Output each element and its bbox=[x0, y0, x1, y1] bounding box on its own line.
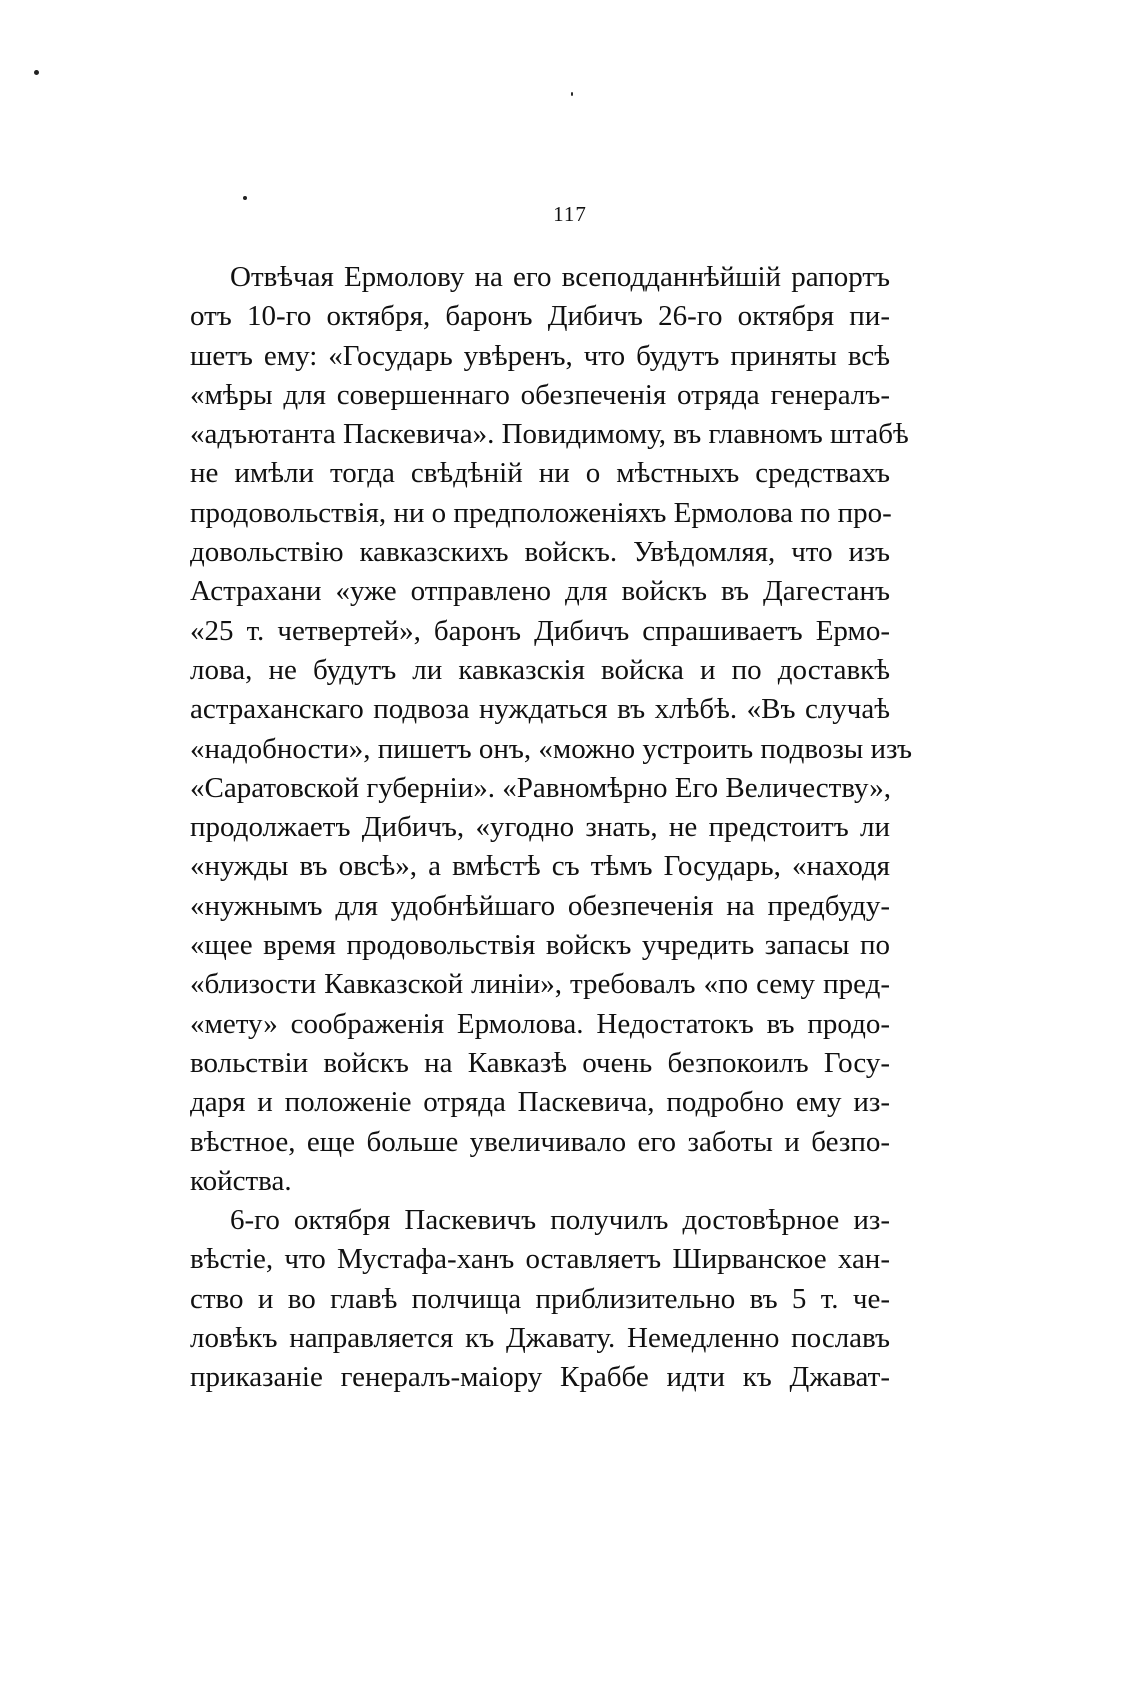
text-line: довольствію кавказскихъ войскъ. Увѣдомляя, что изъ bbox=[190, 536, 890, 569]
text-line: продовольствія, ни о предположеніяхъ Ермолова по про- bbox=[190, 496, 892, 529]
text-line: лова, не будутъ ли кавказскія войска и по доставкѣ bbox=[190, 653, 890, 686]
text-line: даря и положеніе отряда Паскевича, подробно ему из- bbox=[190, 1086, 890, 1119]
text-line: «адъютанта Паскевича». Повидимому, въ главномъ штабѣ bbox=[190, 418, 909, 451]
text-line: ловѣкъ направляется къ Джавату. Немедленно пославъ bbox=[190, 1322, 890, 1355]
page-number: 117 bbox=[553, 202, 587, 226]
text-line: «нужды въ овсѣ», а вмѣстѣ съ тѣмъ Государь, «находя bbox=[190, 850, 890, 883]
scan-speck bbox=[571, 92, 573, 96]
text-line: «мѣры для совершеннаго обезпеченія отряда генералъ- bbox=[190, 378, 890, 411]
scan-speck bbox=[34, 70, 39, 75]
body-text bbox=[190, 258, 912, 1398]
text-line: вольствіи войскъ на Кавказѣ очень безпокоилъ Госу- bbox=[190, 1046, 890, 1079]
text-line: «25 т. четвертей», баронъ Дибичъ спрашиваетъ Ермо- bbox=[190, 614, 890, 647]
text-line: астраханскаго подвоза нуждаться въ хлѣбѣ. «Въ случаѣ bbox=[190, 693, 890, 726]
text-line: «щее время продовольствія войскъ учредить запасы по bbox=[190, 929, 890, 962]
text-line: шетъ ему: «Государь увѣренъ, что будутъ приняты всѣ bbox=[190, 339, 890, 372]
text-line: «нужнымъ для удобнѣйшаго обезпеченія на предбуду- bbox=[190, 889, 890, 922]
text-line: «надобности», пишетъ онъ, «можно устроить подвозы изъ bbox=[190, 732, 912, 765]
text-line: Отвѣчая Ермолову на его всеподданнѣйшій рапортъ bbox=[230, 261, 890, 293]
text-line: «мету» соображенія Ермолова. Недостатокъ въ продо- bbox=[190, 1007, 890, 1040]
text-line: «Саратовской губерніи». «Равномѣрно Его Величеству», bbox=[190, 771, 892, 804]
paragraph-2 bbox=[190, 1201, 890, 1397]
text-line: «близости Кавказской линіи», требовалъ «по сему пред- bbox=[190, 968, 890, 1001]
text-line: не имѣли тогда свѣдѣній ни о мѣстныхъ средствахъ bbox=[190, 457, 890, 490]
text-line: койства. bbox=[190, 1164, 292, 1197]
text-line: ство и во главѣ полчища приблизительно въ 5 т. че- bbox=[190, 1282, 890, 1315]
text-line: вѣстное, еще больше увеличивало его заботы и безпо- bbox=[190, 1125, 890, 1158]
scan-speck bbox=[243, 196, 247, 200]
text-line: продолжаетъ Дибичъ, «угодно знать, не предстоитъ ли bbox=[190, 811, 890, 844]
text-line: 6-го октября Паскевичъ получилъ достовѣрное из- bbox=[230, 1204, 890, 1237]
text-line: отъ 10-го октября, баронъ Дибичъ 26-го октября пи- bbox=[190, 300, 890, 333]
text-line: Астрахани «уже отправлено для войскъ въ Дагестанъ bbox=[190, 575, 890, 608]
text-line: вѣстіе, что Мустафа-ханъ оставляетъ Ширванское хан- bbox=[190, 1243, 890, 1276]
text-line: приказаніе генералъ-маіору Краббе идти къ Джават- bbox=[190, 1361, 890, 1394]
paragraph-1 bbox=[190, 258, 912, 1201]
